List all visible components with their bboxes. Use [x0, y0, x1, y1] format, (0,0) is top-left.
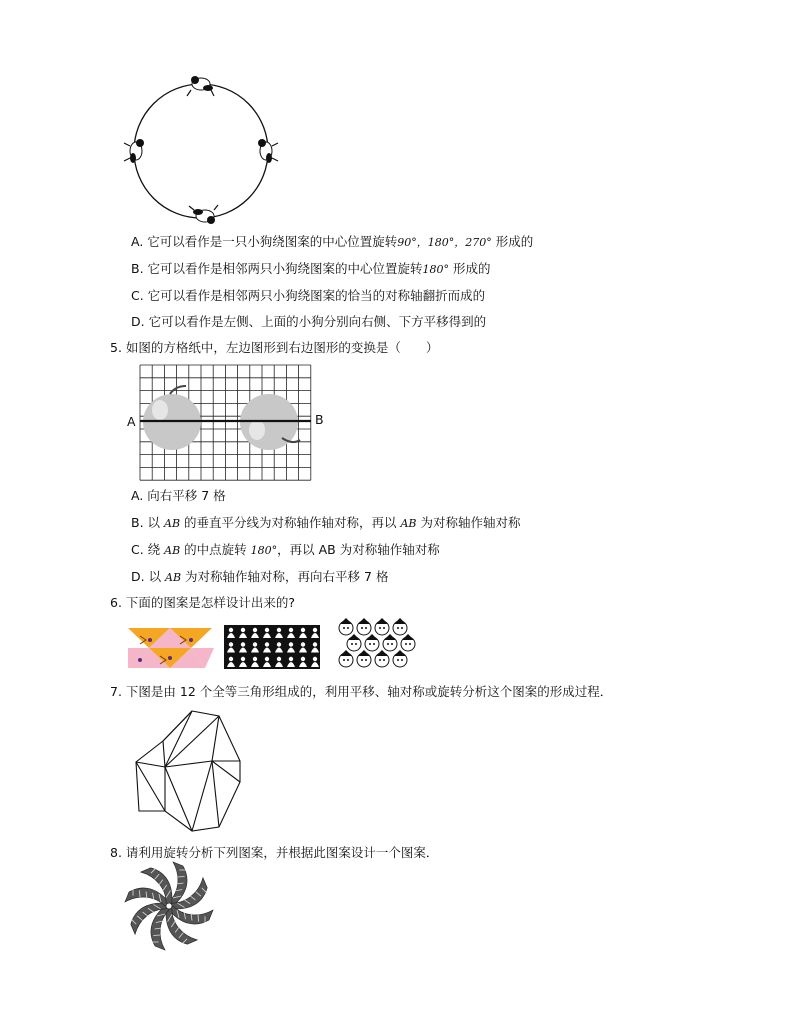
q4-option-c: C. 它可以看作是相邻两只小狗绕图案的恰当的对称轴翻折而成的 — [131, 288, 486, 303]
q5-stem: 5. 如图的方格纸中，左边图形到右边图形的变换是（ ） — [110, 340, 439, 355]
q4-option-d: D. 它可以看作是左侧、上面的小狗分别向右侧、下方平移得到的 — [131, 314, 487, 329]
q7-stem: 7. 下图是由 12 个全等三角形组成的，利用平移、轴对称或旋转分析这个图案的形成过程． — [110, 684, 613, 699]
q4-option-b: B. 它可以看作是相邻两只小狗绕图案的中心位置旋转180° 形成的 — [131, 261, 491, 276]
q5-option-c: C. 绕 AB 的中点旋转 180°，再以 AB 为对称轴作轴对称 — [131, 542, 440, 557]
q4-option-a: A. 它可以看作是一只小狗绕图案的中心位置旋转90°，180°，270° 形成的 — [131, 234, 534, 249]
point-b-label: B — [315, 412, 324, 427]
q5-option-a: A. 向右平移 7 格 — [131, 488, 226, 503]
point-a-label: A — [127, 414, 136, 429]
q5-option-d: D. 以 AB 为对称轴作轴对称，再向右平移 7 格 — [131, 569, 389, 584]
q8-stem: 8. 请利用旋转分析下列图案，并根据此图案设计一个图案． — [110, 845, 439, 860]
q6-stem: 6. 下面的图案是怎样设计出来的? — [110, 595, 296, 610]
q5-option-b: B. 以 AB 的垂直平分线为对称轴作轴对称，再以 AB 为对称轴作轴对称 — [131, 515, 521, 530]
